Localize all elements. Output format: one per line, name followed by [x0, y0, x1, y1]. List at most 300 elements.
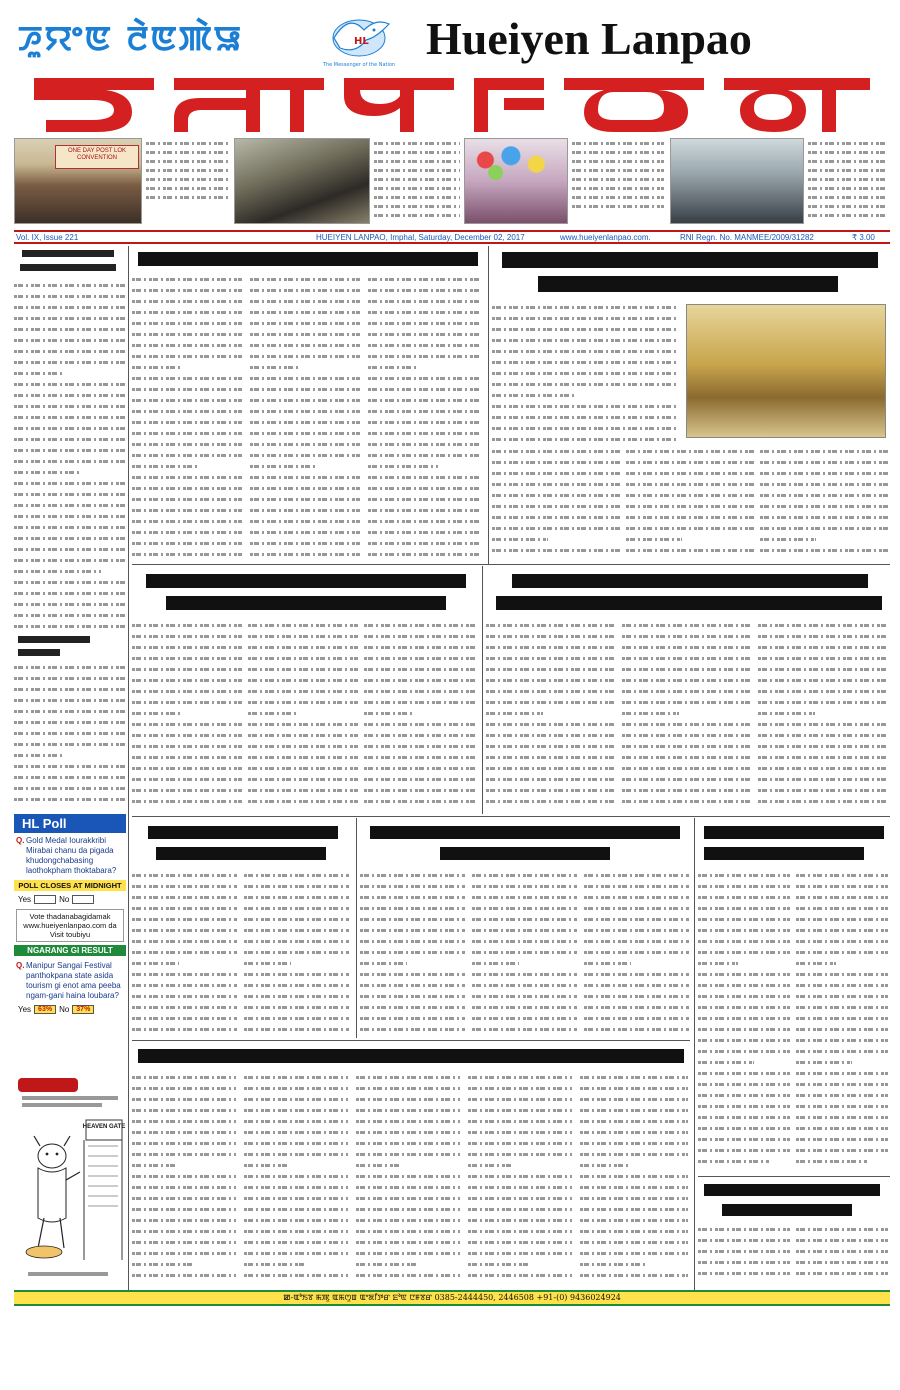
- middle-left-story: [132, 568, 478, 814]
- text-line: [132, 307, 242, 318]
- logo-caption: The Messenger of the Nation: [322, 62, 396, 68]
- text-line: [356, 1193, 460, 1204]
- text-line: [14, 456, 126, 467]
- poll-result-yes-label: Yes: [18, 1005, 32, 1014]
- text-line: [132, 395, 242, 406]
- poll-vote-instructions[interactable]: Vote thadanabagidamak www.hueiyenlanpao.com da Visit toubiyu: [16, 909, 124, 942]
- text-line: [580, 1248, 688, 1259]
- text-line: [356, 1204, 460, 1215]
- text-line: [14, 794, 126, 805]
- text-line: [580, 1226, 688, 1237]
- lower-left-story: [132, 820, 352, 1038]
- text-line: [472, 870, 578, 881]
- text-line: [368, 373, 482, 384]
- text-line: [580, 1237, 688, 1248]
- text-line: [244, 1127, 348, 1138]
- text-line: [584, 969, 690, 980]
- text-line: [244, 1270, 348, 1281]
- text-line: [244, 1072, 348, 1083]
- text-line: [132, 969, 238, 980]
- right-lower-story: [698, 820, 890, 1174]
- text-line: [14, 313, 126, 324]
- text-line: [486, 763, 616, 774]
- issue-website[interactable]: www.hueiyenlanpao.com.: [560, 233, 651, 242]
- text-line: [244, 1149, 348, 1160]
- text-line: [368, 329, 482, 340]
- text-line: [132, 1105, 236, 1116]
- text-line: [758, 763, 888, 774]
- text-line: [368, 274, 482, 285]
- text-line: [758, 741, 888, 752]
- text-line: [132, 296, 242, 307]
- text-line: [698, 1090, 790, 1101]
- text-line: [132, 991, 238, 1002]
- text-line: [14, 445, 126, 456]
- text-line: [364, 686, 476, 697]
- text-line: [472, 980, 578, 991]
- text-line: [698, 1235, 790, 1246]
- text-line: [132, 439, 242, 450]
- text-line: [14, 401, 126, 412]
- poll-result-no-label: No: [59, 1005, 70, 1014]
- text-line: [14, 783, 126, 794]
- text-line: [760, 501, 888, 512]
- text-line: [132, 1248, 236, 1259]
- text-line: [622, 675, 752, 686]
- text-line: [132, 362, 180, 373]
- text-line: [132, 763, 242, 774]
- text-line: [244, 1215, 348, 1226]
- text-line: [132, 549, 242, 560]
- text-line: [698, 892, 790, 903]
- text-line: [132, 318, 242, 329]
- text-line: [14, 324, 126, 335]
- text-line: [760, 468, 888, 479]
- text-line: [584, 881, 690, 892]
- text-line: [14, 662, 126, 673]
- text-line: [14, 368, 63, 379]
- text-line: [472, 936, 578, 947]
- text-line: [14, 423, 126, 434]
- issue-volume: Vol. IX, Issue 221: [16, 233, 79, 242]
- text-line: [132, 1072, 236, 1083]
- text-line: [14, 489, 126, 500]
- text-line: [698, 1246, 790, 1257]
- text-line: [492, 512, 620, 523]
- text-line: [14, 467, 82, 478]
- text-line: [250, 428, 360, 439]
- text-line: [244, 1204, 348, 1215]
- text-line: [368, 285, 482, 296]
- text-line: [796, 1057, 852, 1068]
- text-line: [368, 417, 482, 428]
- text-line: [486, 785, 616, 796]
- text-line: [796, 1024, 888, 1035]
- text-line: [360, 980, 466, 991]
- text-line: [622, 774, 752, 785]
- text-line: [248, 653, 358, 664]
- text-line: [14, 728, 126, 739]
- text-line: [584, 892, 690, 903]
- text-line: [14, 739, 126, 750]
- text-line: [360, 870, 466, 881]
- text-line: [360, 1013, 466, 1024]
- text-line: [132, 903, 238, 914]
- text-line: [356, 1215, 460, 1226]
- text-line: [580, 1259, 646, 1270]
- text-line: [468, 1105, 572, 1116]
- bottom-wide-headline: [132, 1044, 690, 1070]
- text-line: [796, 1134, 888, 1145]
- text-line: [758, 642, 888, 653]
- text-line: [132, 384, 242, 395]
- text-line: [584, 980, 690, 991]
- text-line: [698, 870, 790, 881]
- text-line: [626, 457, 754, 468]
- text-line: [468, 1094, 572, 1105]
- text-line: [132, 642, 242, 653]
- text-line: [360, 936, 466, 947]
- text-line: [14, 695, 126, 706]
- text-line: [244, 1248, 348, 1259]
- text-line: [796, 1068, 888, 1079]
- text-line: [250, 318, 360, 329]
- text-line: [486, 796, 616, 807]
- text-line: [14, 577, 126, 588]
- middle-right-story: [486, 568, 890, 814]
- text-line: [14, 599, 126, 610]
- text-line: [244, 1105, 348, 1116]
- text-line: [132, 947, 238, 958]
- text-line: [368, 549, 482, 560]
- left-headline: [14, 246, 126, 276]
- text-line: [796, 1246, 888, 1257]
- text-line: [132, 925, 238, 936]
- text-line: [14, 706, 126, 717]
- text-line: [132, 1193, 236, 1204]
- text-line: [492, 457, 620, 468]
- issue-rni: RNI Regn. No. MANMEE/2009/31282: [680, 233, 814, 242]
- text-line: [796, 1035, 888, 1046]
- text-line: [368, 428, 482, 439]
- text-line: [492, 412, 678, 423]
- text-line: [492, 501, 620, 512]
- text-line: [14, 357, 126, 368]
- text-line: [244, 1259, 307, 1270]
- text-line: [698, 1013, 790, 1024]
- text-line: [368, 318, 482, 329]
- text-line: [14, 412, 126, 423]
- text-line: [360, 958, 407, 969]
- text-line: [364, 631, 476, 642]
- text-line: [248, 730, 358, 741]
- text-line: [244, 947, 350, 958]
- center-top-story: [132, 246, 484, 562]
- text-line: [626, 490, 754, 501]
- text-line: [796, 925, 888, 936]
- text-line: [758, 664, 888, 675]
- text-line: [492, 423, 678, 434]
- text-line: [584, 936, 690, 947]
- right-lower-headline: [698, 820, 890, 868]
- text-line: [250, 505, 360, 516]
- text-line: [132, 1116, 236, 1127]
- text-line: [796, 1101, 888, 1112]
- text-line: [132, 892, 238, 903]
- text-line: [132, 980, 238, 991]
- text-line: [468, 1215, 572, 1226]
- text-line: [472, 991, 578, 1002]
- text-line: [248, 796, 358, 807]
- text-line: [244, 881, 350, 892]
- text-line: [584, 1013, 690, 1024]
- text-line: [132, 373, 242, 384]
- text-line: [248, 719, 358, 730]
- text-line: [796, 969, 888, 980]
- text-line: [248, 741, 358, 752]
- text-line: [796, 1112, 888, 1123]
- text-line: [244, 1024, 350, 1035]
- poll-no-box[interactable]: [72, 895, 94, 904]
- text-line: [758, 675, 888, 686]
- text-line: [796, 892, 888, 903]
- text-line: [698, 914, 790, 925]
- middle-left-headline: [132, 568, 478, 618]
- text-line: [472, 947, 578, 958]
- text-line: [14, 500, 126, 511]
- text-line: [368, 483, 482, 494]
- text-line: [622, 730, 752, 741]
- text-line: [250, 439, 360, 450]
- text-line: [132, 483, 242, 494]
- text-line: [796, 980, 888, 991]
- text-line: [356, 1138, 460, 1149]
- text-line: [244, 925, 350, 936]
- text-line: [356, 1237, 460, 1248]
- text-line: [492, 357, 678, 368]
- text-line: [250, 285, 360, 296]
- text-line: [796, 1002, 888, 1013]
- text-line: [796, 1156, 868, 1167]
- text-line: [580, 1215, 688, 1226]
- right-top-story: [492, 246, 890, 562]
- right-bottom-headline: [698, 1180, 890, 1224]
- text-line: [360, 881, 466, 892]
- text-line: [698, 925, 790, 936]
- text-line: [472, 925, 578, 936]
- text-line: [796, 1046, 888, 1057]
- text-line: [492, 401, 678, 412]
- text-line: [14, 533, 126, 544]
- text-line: [250, 307, 360, 318]
- text-line: [360, 925, 466, 936]
- text-line: [132, 1013, 238, 1024]
- text-line: [698, 958, 738, 969]
- text-line: [132, 1204, 236, 1215]
- text-line: [492, 545, 620, 556]
- text-line: [698, 1002, 790, 1013]
- text-line: [250, 527, 360, 538]
- text-line: [486, 686, 616, 697]
- text-line: [364, 675, 476, 686]
- text-line: [244, 1094, 348, 1105]
- text-line: [14, 566, 101, 577]
- text-line: [244, 1171, 348, 1182]
- text-line: [132, 494, 242, 505]
- text-line: [698, 980, 790, 991]
- text-line: [796, 991, 888, 1002]
- text-line: [244, 914, 350, 925]
- text-line: [698, 1046, 790, 1057]
- text-line: [796, 947, 888, 958]
- text-line: [580, 1160, 628, 1171]
- text-line: [698, 1257, 790, 1268]
- photo-procession: [234, 138, 370, 224]
- text-line: [132, 450, 242, 461]
- text-line: [250, 274, 360, 285]
- text-line: [364, 730, 476, 741]
- text-line: [364, 719, 476, 730]
- left-subheadline: [14, 632, 126, 662]
- text-line: [364, 796, 476, 807]
- text-line: [492, 434, 678, 445]
- text-line: [584, 925, 690, 936]
- text-line: [14, 302, 126, 313]
- text-line: [584, 991, 690, 1002]
- text-line: [132, 1127, 236, 1138]
- text-line: [244, 1002, 350, 1013]
- text-line: [360, 1002, 466, 1013]
- text-line: [698, 903, 790, 914]
- text-line: [250, 549, 360, 560]
- poll-yes-box[interactable]: [34, 895, 56, 904]
- text-line: [132, 406, 242, 417]
- text-line: [796, 1013, 888, 1024]
- photo-caption-2: [374, 138, 460, 219]
- text-line: [14, 335, 126, 346]
- text-line: [250, 384, 360, 395]
- text-line: [248, 697, 358, 708]
- text-line: [758, 697, 888, 708]
- text-line: [244, 1083, 348, 1094]
- text-line: [368, 494, 482, 505]
- text-line: [468, 1072, 572, 1083]
- text-line: [796, 958, 836, 969]
- text-line: [698, 1268, 790, 1279]
- text-line: [758, 653, 888, 664]
- issue-dateline: HUEIYEN LANPAO, Imphal, Saturday, December 02, 2017: [316, 233, 525, 242]
- text-line: [360, 969, 466, 980]
- text-line: [486, 719, 616, 730]
- text-line: [622, 697, 752, 708]
- text-line: [492, 368, 678, 379]
- text-line: [760, 545, 888, 556]
- text-line: [580, 1083, 688, 1094]
- text-line: [364, 741, 476, 752]
- text-line: [368, 340, 482, 351]
- text-line: [622, 763, 752, 774]
- text-line: [758, 631, 888, 642]
- text-line: [698, 991, 790, 1002]
- text-line: [248, 708, 296, 719]
- photo-caption-1: [146, 138, 230, 201]
- text-line: [622, 752, 752, 763]
- text-line: [244, 991, 350, 1002]
- text-line: [132, 285, 242, 296]
- text-line: [580, 1138, 688, 1149]
- left-column-story: [14, 246, 126, 812]
- text-line: [132, 1024, 238, 1035]
- text-line: [132, 1083, 236, 1094]
- text-line: [758, 686, 888, 697]
- text-line: [132, 538, 242, 549]
- text-line: [758, 708, 815, 719]
- text-line: [364, 664, 476, 675]
- text-line: [472, 892, 578, 903]
- text-line: [132, 1171, 236, 1182]
- text-line: [244, 936, 350, 947]
- text-line: [244, 903, 350, 914]
- text-line: [468, 1248, 572, 1259]
- masthead-title-meitei: ꯍꯨꯌꯦꯟ ꯂꯥꯟꯄꯥꯎ: [18, 19, 244, 59]
- text-line: [492, 390, 574, 401]
- text-line: [472, 903, 578, 914]
- text-line: [468, 1226, 572, 1237]
- text-line: [698, 936, 790, 947]
- text-line: [698, 1057, 754, 1068]
- text-line: [248, 774, 358, 785]
- text-line: [364, 763, 476, 774]
- text-line: [584, 958, 631, 969]
- issue-price: ₹ 3.00: [852, 233, 875, 242]
- text-line: [468, 1193, 572, 1204]
- text-line: [250, 461, 317, 472]
- text-line: [758, 730, 888, 741]
- text-line: [356, 1105, 460, 1116]
- text-line: [472, 914, 578, 925]
- text-line: [758, 620, 888, 631]
- text-line: [698, 1068, 790, 1079]
- text-line: [580, 1127, 688, 1138]
- text-line: [132, 1226, 236, 1237]
- text-line: [244, 1226, 348, 1237]
- text-line: [486, 675, 616, 686]
- text-line: [796, 936, 888, 947]
- text-line: [132, 752, 242, 763]
- text-line: [132, 653, 242, 664]
- newspaper-page: [14, 6, 890, 1384]
- text-line: [796, 881, 888, 892]
- text-line: [580, 1193, 688, 1204]
- text-line: [248, 631, 358, 642]
- text-line: [492, 346, 678, 357]
- text-line: [132, 686, 242, 697]
- center-top-headline: [132, 246, 484, 272]
- text-line: [622, 642, 752, 653]
- text-line: [356, 1127, 460, 1138]
- text-line: [250, 494, 360, 505]
- text-line: [132, 697, 242, 708]
- text-line: [250, 538, 360, 549]
- text-line: [356, 1083, 460, 1094]
- text-line: [14, 610, 126, 621]
- text-line: [248, 675, 358, 686]
- text-line: [492, 313, 678, 324]
- text-line: [14, 522, 126, 533]
- text-line: [796, 1224, 888, 1235]
- text-line: [250, 483, 360, 494]
- text-line: [468, 1259, 531, 1270]
